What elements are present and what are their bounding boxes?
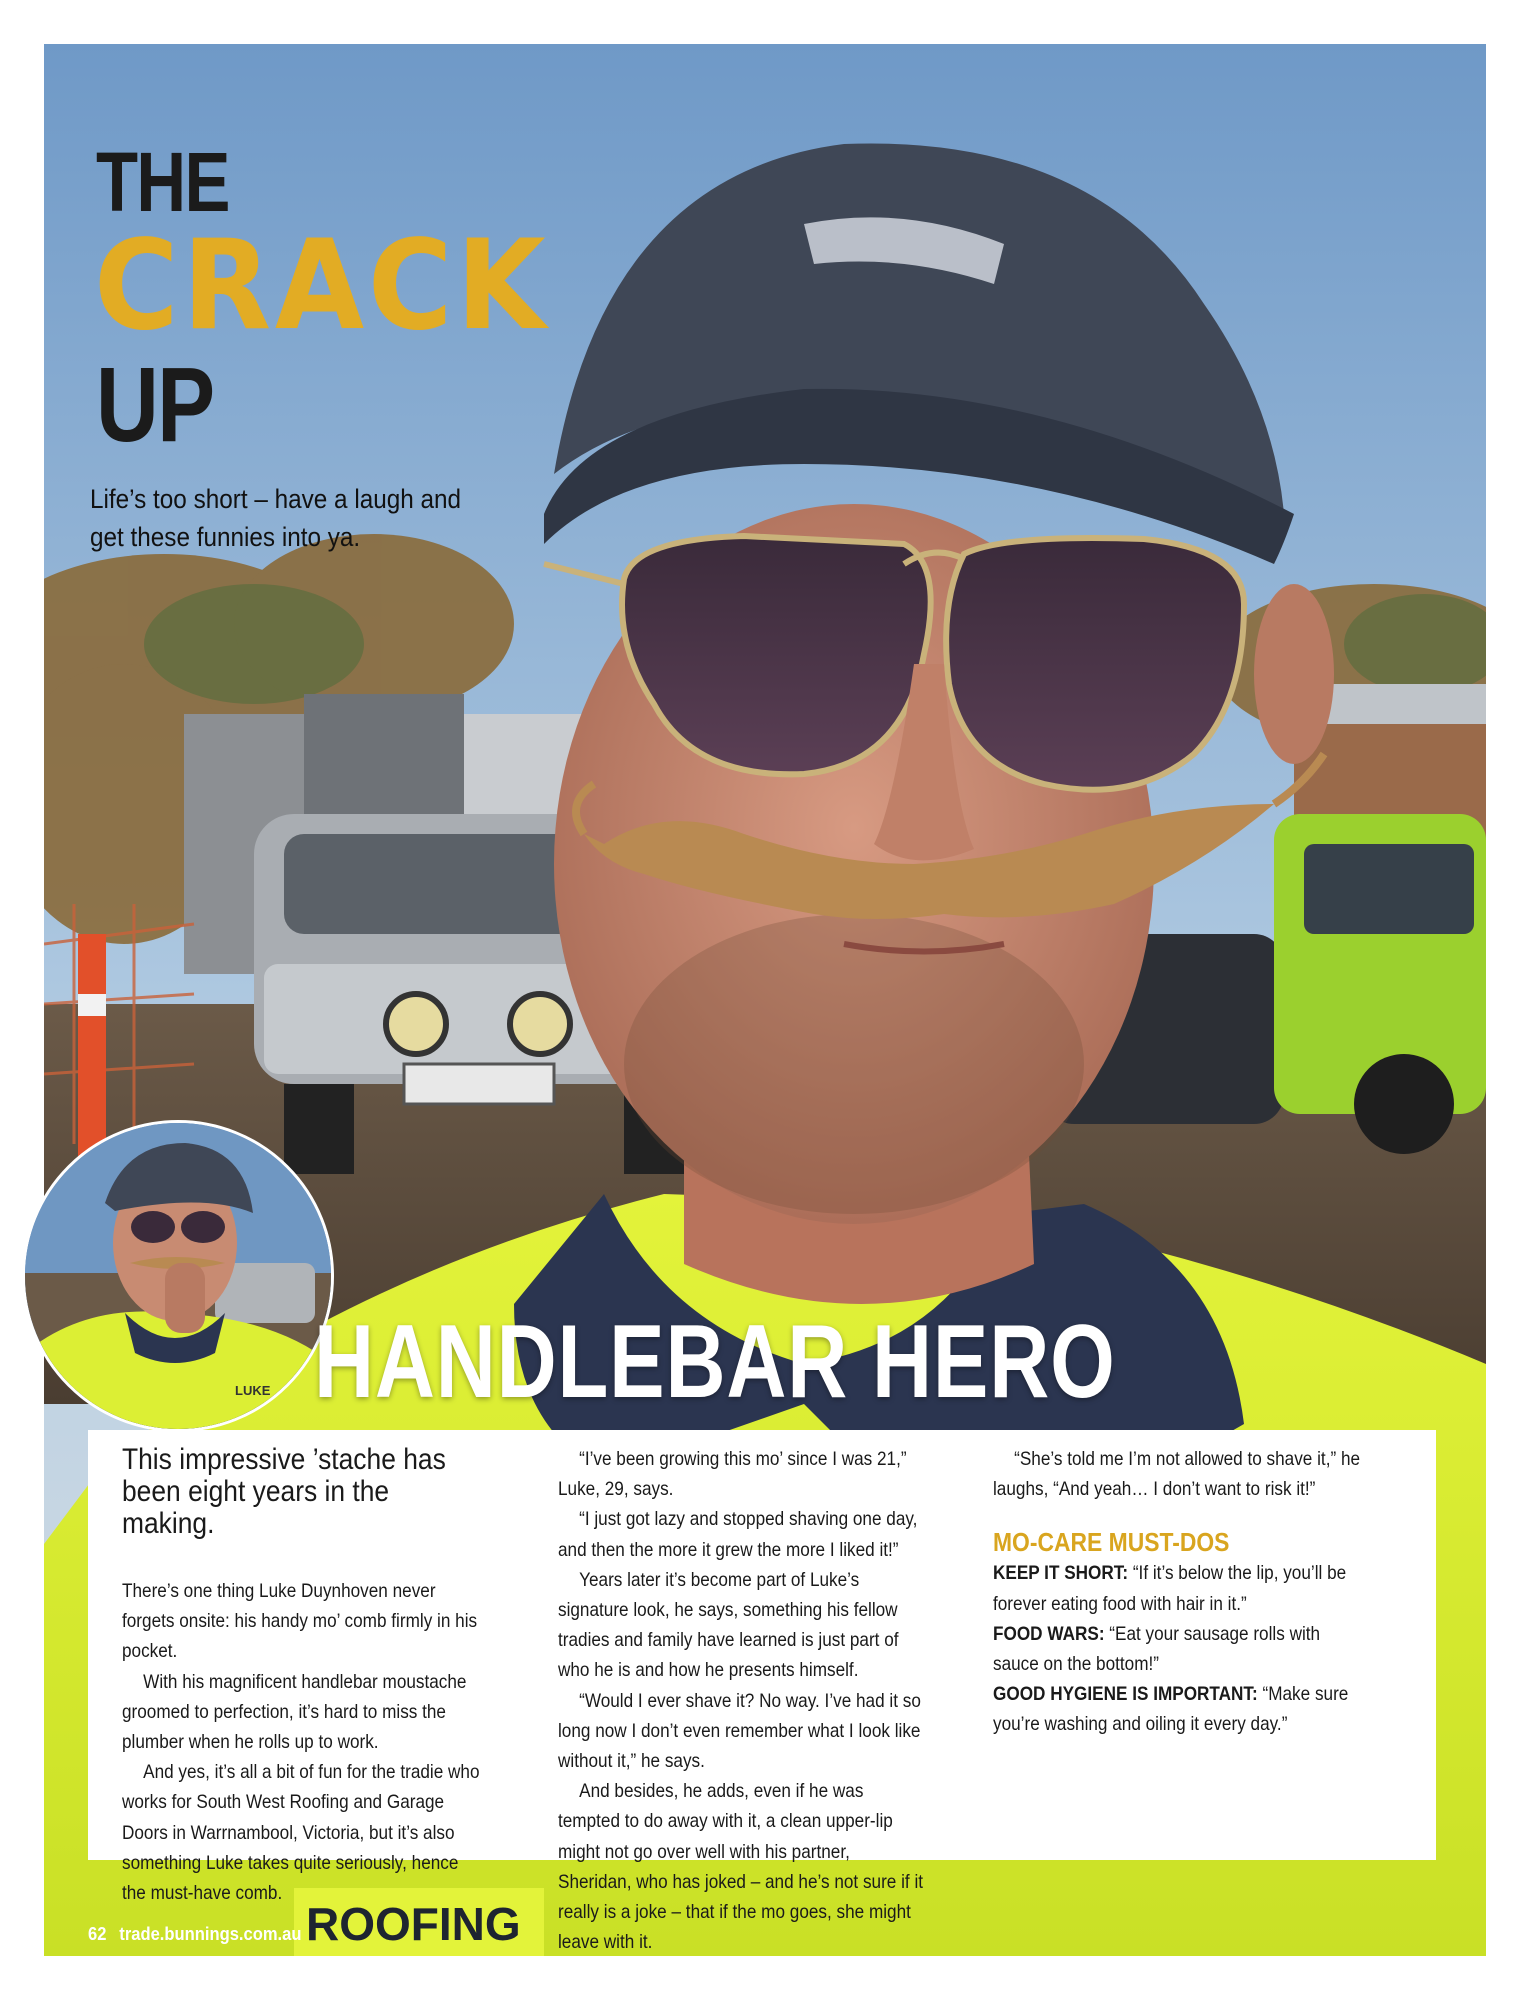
page-footer [88,1924,301,1945]
sidebar-tip-lead: GOOD HYGIENE IS IMPORTANT: [993,1683,1258,1706]
inset-badge-text: LUKE [235,1383,271,1398]
page-number: 62 [88,1924,107,1944]
article-column-2 [558,1444,928,1957]
sidebar-tip [993,1558,1363,1618]
sidebar-tip [993,1679,1363,1739]
article-standfirst: This impressive ’stache has been eight years in the making. [122,1443,446,1540]
body-paragraph: With his magnificent handlebar moustache groomed to perfection, it’s hard to miss the plumber when he rolls up to work. [122,1670,467,1754]
sidebar-heading: MO-CARE MUST-DOS [993,1527,1230,1558]
footer-url: trade.bunnings.com.au [119,1924,302,1944]
sidebar-tip-text: “Eat your sausage rolls with sauce on the bottom!” [993,1622,1321,1676]
body-paragraph: And yes, it’s all a bit of fun for the tradie who works for South West Roofing and Garage Doors in Warrnambool, Victoria, but it’s also something Luke takes quite seriously, hence the must-have comb. [122,1761,480,1905]
inset-photo [22,1120,334,1432]
sidebar-tip-lead: KEEP IT SHORT: [993,1562,1129,1585]
sidebar-tip-text: “Make sure you’re washing and oiling it every day.” [993,1683,1349,1736]
inset-photo-illustration [25,1123,331,1429]
sidebar-tip-text: “If it’s below the lip, you’ll be forever eating food with hair in it.” [993,1562,1347,1615]
sidebar-tip-lead: FOOD WARS: [993,1622,1105,1645]
masthead-line-crack: CRACK [94,214,550,358]
body-paragraph: “She’s told me I’m not allowed to shave it,” he laughs, “And yeah… I don’t want to risk it!” [993,1448,1361,1501]
article-headline: HANDLEBAR HERO [314,1304,1116,1420]
body-paragraph: “Would I ever shave it? No way. I’ve had it so long now I don’t even remember what I look like without it,” he says. [558,1689,921,1773]
masthead-subtitle: Life’s too short – have a laugh and get these funnies into ya. [90,484,462,552]
sidebar-tip [993,1619,1363,1679]
article-column-3 [993,1444,1363,1740]
masthead-line-up: UP [96,346,214,464]
body-paragraph: Years later it’s become part of Luke’s signature look, he says, something his fellow tradies and family have learned is just part of who he is and how he presents himself. [558,1568,899,1682]
shirt-logo-text: ROOFING [306,1898,521,1950]
body-paragraph: And besides, he adds, even if he was tempted to do away with it, a clean upper-lip might not go over well with his partner, Sheridan, who has joked – and he’s not sure if it really is a joke – that if the mo goes, she might leave with it. [558,1780,924,1954]
article-column-1 [122,1444,483,1908]
body-paragraph: “I’ve been growing this mo’ since I was 21,” Luke, 29, says. [558,1448,907,1501]
body-paragraph: There’s one thing Luke Duynhoven never forgets onsite: his handy mo’ comb firmly in his pocket. [122,1580,478,1663]
masthead-line-the: THE [96,135,229,229]
body-paragraph: “I just got lazy and stopped shaving one day, and then the more it grew the more I liked it!” [558,1508,918,1561]
